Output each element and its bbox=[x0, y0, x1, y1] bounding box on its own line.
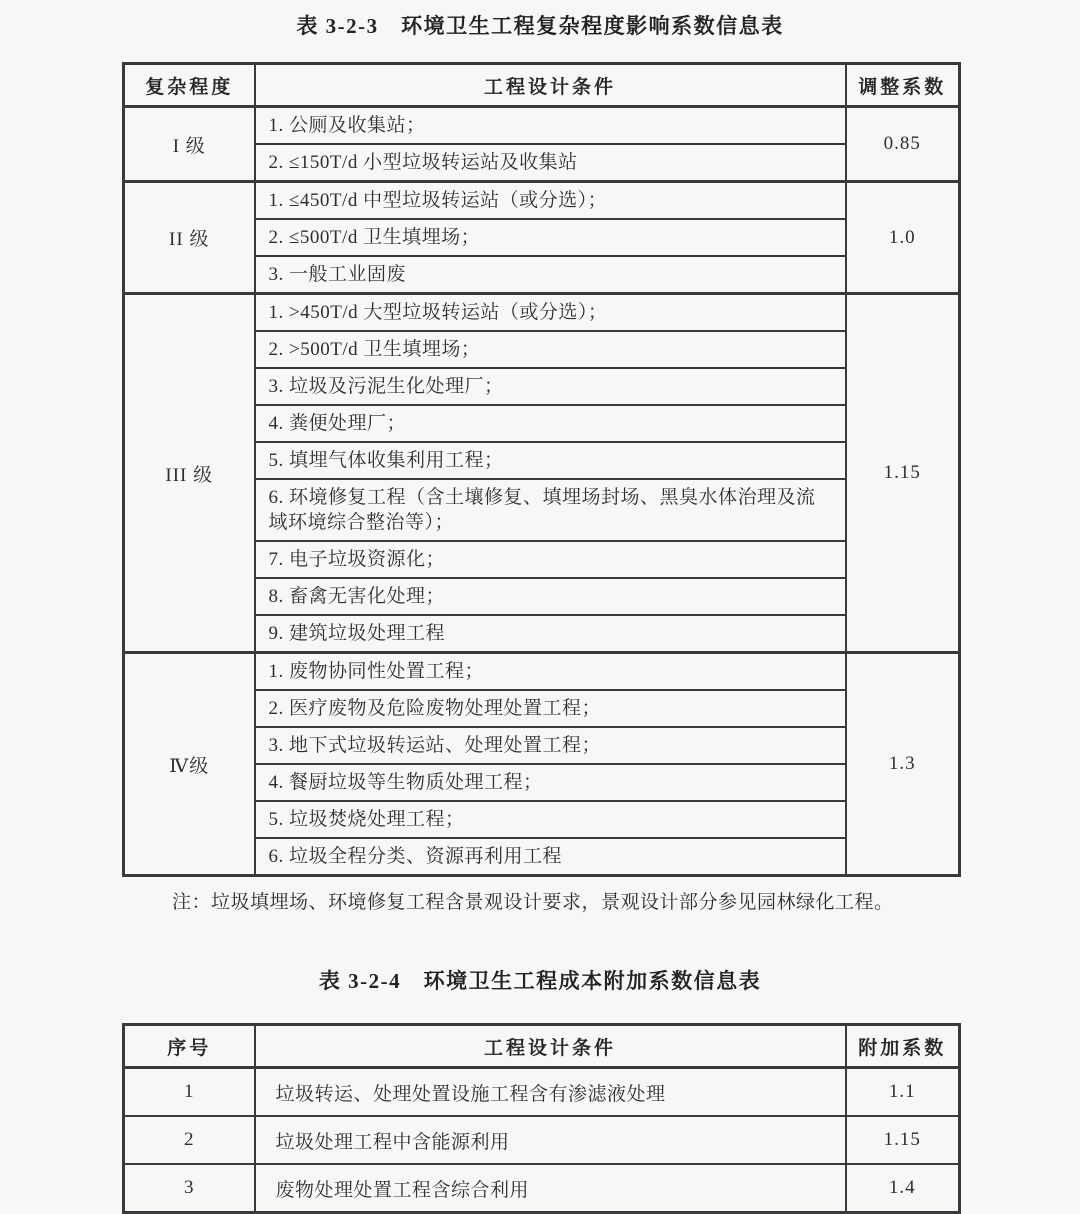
design-condition-cell: 6. 环境修复工程（含土壤修复、填埋场封场、黑臭水体治理及流域环境综合整治等）； bbox=[255, 479, 846, 541]
complexity-level-cell: III 级 bbox=[124, 294, 255, 653]
design-condition-cell: 7. 电子垃圾资源化； bbox=[255, 541, 846, 578]
design-condition-cell: 1. 公厕及收集站； bbox=[255, 107, 846, 145]
table-row bbox=[124, 1068, 960, 1117]
design-condition-cell: 8. 畜禽无害化处理； bbox=[255, 578, 846, 615]
table2-title: 表 3-2-4 环境卫生工程成本附加系数信息表 bbox=[318, 969, 762, 993]
adjustment-coefficient-cell: 0.85 bbox=[846, 107, 960, 182]
table2-header-condition: 工程设计条件 bbox=[255, 1025, 846, 1068]
design-condition-cell: 1. ≤450T/d 中型垃圾转运站（或分选）； bbox=[255, 182, 846, 220]
adjustment-coefficient-cell: 1.0 bbox=[846, 182, 960, 294]
table2-header-row bbox=[124, 1025, 960, 1068]
sequence-number-cell: 1 bbox=[124, 1068, 255, 1117]
complexity-level-cell: I 级 bbox=[124, 107, 255, 182]
table2-header-no: 序号 bbox=[124, 1025, 255, 1068]
design-condition-cell: 4. 粪便处理厂； bbox=[255, 405, 846, 442]
table-row bbox=[124, 653, 960, 691]
table1-header-complexity: 复杂程度 bbox=[124, 64, 255, 107]
document-page bbox=[122, 0, 958, 1214]
table-row bbox=[124, 1164, 960, 1213]
adjustment-coefficient-cell: 1.3 bbox=[846, 653, 960, 876]
design-condition-cell: 6. 垃圾全程分类、资源再利用工程 bbox=[255, 838, 846, 876]
adjustment-coefficient-cell: 1.15 bbox=[846, 294, 960, 653]
table-row bbox=[124, 182, 960, 220]
design-condition-cell: 3. 地下式垃圾转运站、处理处置工程； bbox=[255, 727, 846, 764]
cost-surcharge-table bbox=[122, 1023, 961, 1214]
table-row bbox=[124, 294, 960, 332]
complexity-level-cell: Ⅳ级 bbox=[124, 653, 255, 876]
design-condition-cell: 5. 垃圾焚烧处理工程； bbox=[255, 801, 846, 838]
design-condition-cell: 2. 医疗废物及危险废物处理处置工程； bbox=[255, 690, 846, 727]
table1-note: 注：垃圾填埋场、环境修复工程含景观设计要求，景观设计部分参见园林绿化工程。 bbox=[172, 892, 894, 913]
surcharge-coefficient-cell: 1.1 bbox=[846, 1068, 960, 1117]
design-condition-cell: 3. 垃圾及污泥生化处理厂； bbox=[255, 368, 846, 405]
table1-header-coefficient: 调整系数 bbox=[846, 64, 960, 107]
table1-header-condition: 工程设计条件 bbox=[255, 64, 846, 107]
surcharge-coefficient-cell: 1.15 bbox=[846, 1116, 960, 1164]
design-condition-cell: 垃圾转运、处理处置设施工程含有渗滤液处理 bbox=[255, 1068, 846, 1117]
table2-body bbox=[124, 1068, 960, 1213]
design-condition-cell: 2. >500T/d 卫生填埋场； bbox=[255, 331, 846, 368]
design-condition-cell: 1. >450T/d 大型垃圾转运站（或分选）； bbox=[255, 294, 846, 332]
design-condition-cell: 2. ≤500T/d 卫生填埋场； bbox=[255, 219, 846, 256]
design-condition-cell: 废物处理处置工程含综合利用 bbox=[255, 1164, 846, 1213]
table2-header-coefficient: 附加系数 bbox=[846, 1025, 960, 1068]
design-condition-cell: 3. 一般工业固废 bbox=[255, 256, 846, 294]
design-condition-cell: 2. ≤150T/d 小型垃圾转运站及收集站 bbox=[255, 144, 846, 182]
complexity-coefficient-table bbox=[122, 62, 961, 877]
sequence-number-cell: 2 bbox=[124, 1116, 255, 1164]
table1-header-row bbox=[124, 64, 960, 107]
table1-title: 表 3-2-3 环境卫生工程复杂程度影响系数信息表 bbox=[296, 14, 784, 38]
table-row bbox=[124, 107, 960, 145]
table1-body bbox=[124, 107, 960, 876]
complexity-level-cell: II 级 bbox=[124, 182, 255, 294]
table-row bbox=[124, 1116, 960, 1164]
sequence-number-cell: 3 bbox=[124, 1164, 255, 1213]
design-condition-cell: 1. 废物协同性处置工程； bbox=[255, 653, 846, 691]
design-condition-cell: 9. 建筑垃圾处理工程 bbox=[255, 615, 846, 653]
design-condition-cell: 垃圾处理工程中含能源利用 bbox=[255, 1116, 846, 1164]
design-condition-cell: 5. 填埋气体收集利用工程； bbox=[255, 442, 846, 479]
surcharge-coefficient-cell: 1.4 bbox=[846, 1164, 960, 1213]
design-condition-cell: 4. 餐厨垃圾等生物质处理工程； bbox=[255, 764, 846, 801]
